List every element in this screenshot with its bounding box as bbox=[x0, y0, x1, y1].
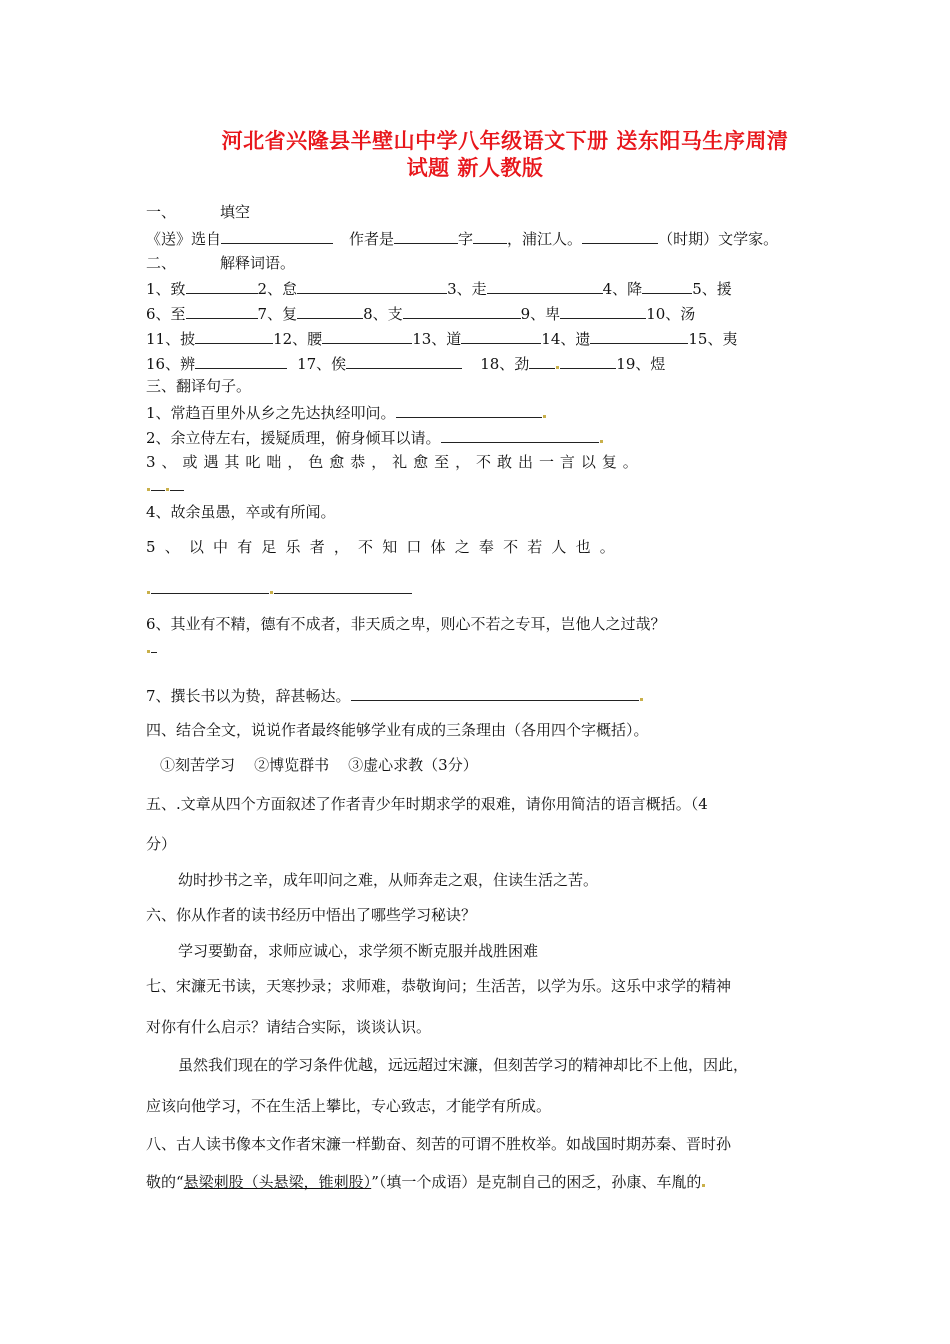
translate-q6-blank bbox=[146, 636, 157, 658]
section-6-answer: 学习要勤奋，求师应诚心，求学须不断克服并战胜困难 bbox=[178, 942, 539, 960]
section-5-heading: 五、.文章从四个方面叙述了作者青少年时期求学的艰难，请你用简洁的语言概括。（4 bbox=[146, 795, 708, 813]
section-7-heading: 七、宋濂无书读，天寒抄录；求师难，恭敬询问；生活苦，以学为乐。这乐中求学的精神 bbox=[146, 977, 732, 995]
translate-q5-blank bbox=[146, 577, 412, 599]
document-title-line2: 试题 新人教版 bbox=[406, 155, 544, 180]
section-8-heading: 八、古人读书像本文作者宋濂一样勤奋、刻苦的可谓不胜枚举。如战国时期苏秦、晋时孙 bbox=[146, 1135, 732, 1153]
translate-q3-blank bbox=[146, 474, 184, 496]
section-7-heading-cont: 对你有什么启示？请结合实际，谈谈认识。 bbox=[146, 1018, 432, 1036]
vocab-row-4: 16、辨 17、俟 18、劲 19、煜 bbox=[146, 352, 665, 374]
section-5-answer: 幼时抄书之辛，成年叩问之难，从师奔走之艰，住读生活之苦。 bbox=[178, 871, 599, 889]
section-1-question: 《送》选自 作者是 字 ，浦江人。 （时期）文学家。 bbox=[146, 227, 778, 249]
vocab-row-2: 6、至 7、复 8、支 9、卑 10、汤 bbox=[146, 302, 695, 324]
translate-q2: 2、余立侍左右，援疑质理，俯身倾耳以请。 bbox=[146, 426, 604, 448]
section-6-heading: 六、你从作者的读书经历中悟出了哪些学习秘诀？ bbox=[146, 906, 477, 924]
document-title-line1: 河北省兴隆县半壁山中学八年级语文下册 送东阳马生序周清 bbox=[221, 128, 789, 153]
translate-q1: 1、常趋百里外从乡之先达执经叩问。 bbox=[146, 401, 547, 423]
translate-q5: 5 、 以 中 有 足 乐 者 ， 不 知 口 体 之 奉 不 若 人 也 。 bbox=[146, 538, 617, 556]
section-8-line2: 敬的“悬梁刺股（头悬梁，锥刺股）”（填一个成语）是克制自己的困乏，孙康、车胤的 bbox=[146, 1172, 706, 1192]
section-7-answer-line1: 虽然我们现在的学习条件优越，远远超过宋濂，但刻苦学习的精神却比不上他，因此， bbox=[178, 1056, 749, 1074]
translate-q4: 4、故余虽愚，卒或有所闻。 bbox=[146, 503, 336, 521]
section-1-heading: 一、 填空 bbox=[146, 203, 251, 221]
section-4-answer: ①刻苦学习 ②博览群书 ③虚心求教（3分） bbox=[160, 756, 478, 774]
vocab-row-1: 1、致 2、怠 3、走 4、降 5、援 bbox=[146, 277, 732, 299]
section-2-heading: 二、 解释词语。 bbox=[146, 254, 296, 272]
section-5-heading-cont: 分） bbox=[146, 835, 177, 853]
section-7-answer-line2: 应该向他学习，不在生活上攀比，专心致志，才能学有所成。 bbox=[146, 1097, 552, 1115]
translate-q3: 3 、 或 遇 其 叱 咄 ， 色 愈 恭 ， 礼 愈 至 ， 不 敢 出 一 言 以 复 。 bbox=[146, 453, 639, 471]
section-3-heading: 三、翻译句子。 bbox=[146, 377, 252, 395]
idiom-answer: 悬梁刺股（头悬梁，锥刺股） bbox=[183, 1173, 372, 1191]
translate-q7: 7、撰长书以为贽，辞甚畅达。 bbox=[146, 684, 644, 706]
section-4-heading: 四、结合全文，说说作者最终能够学业有成的三条理由（各用四个字概括）。 bbox=[146, 721, 649, 739]
translate-q6: 6、其业有不精，德有不成者，非天质之卑，则心不若之专耳，岂他人之过哉？ bbox=[146, 615, 666, 633]
vocab-row-3: 11、披 12、腰 13、道 14、遗 15、夷 bbox=[146, 327, 737, 349]
